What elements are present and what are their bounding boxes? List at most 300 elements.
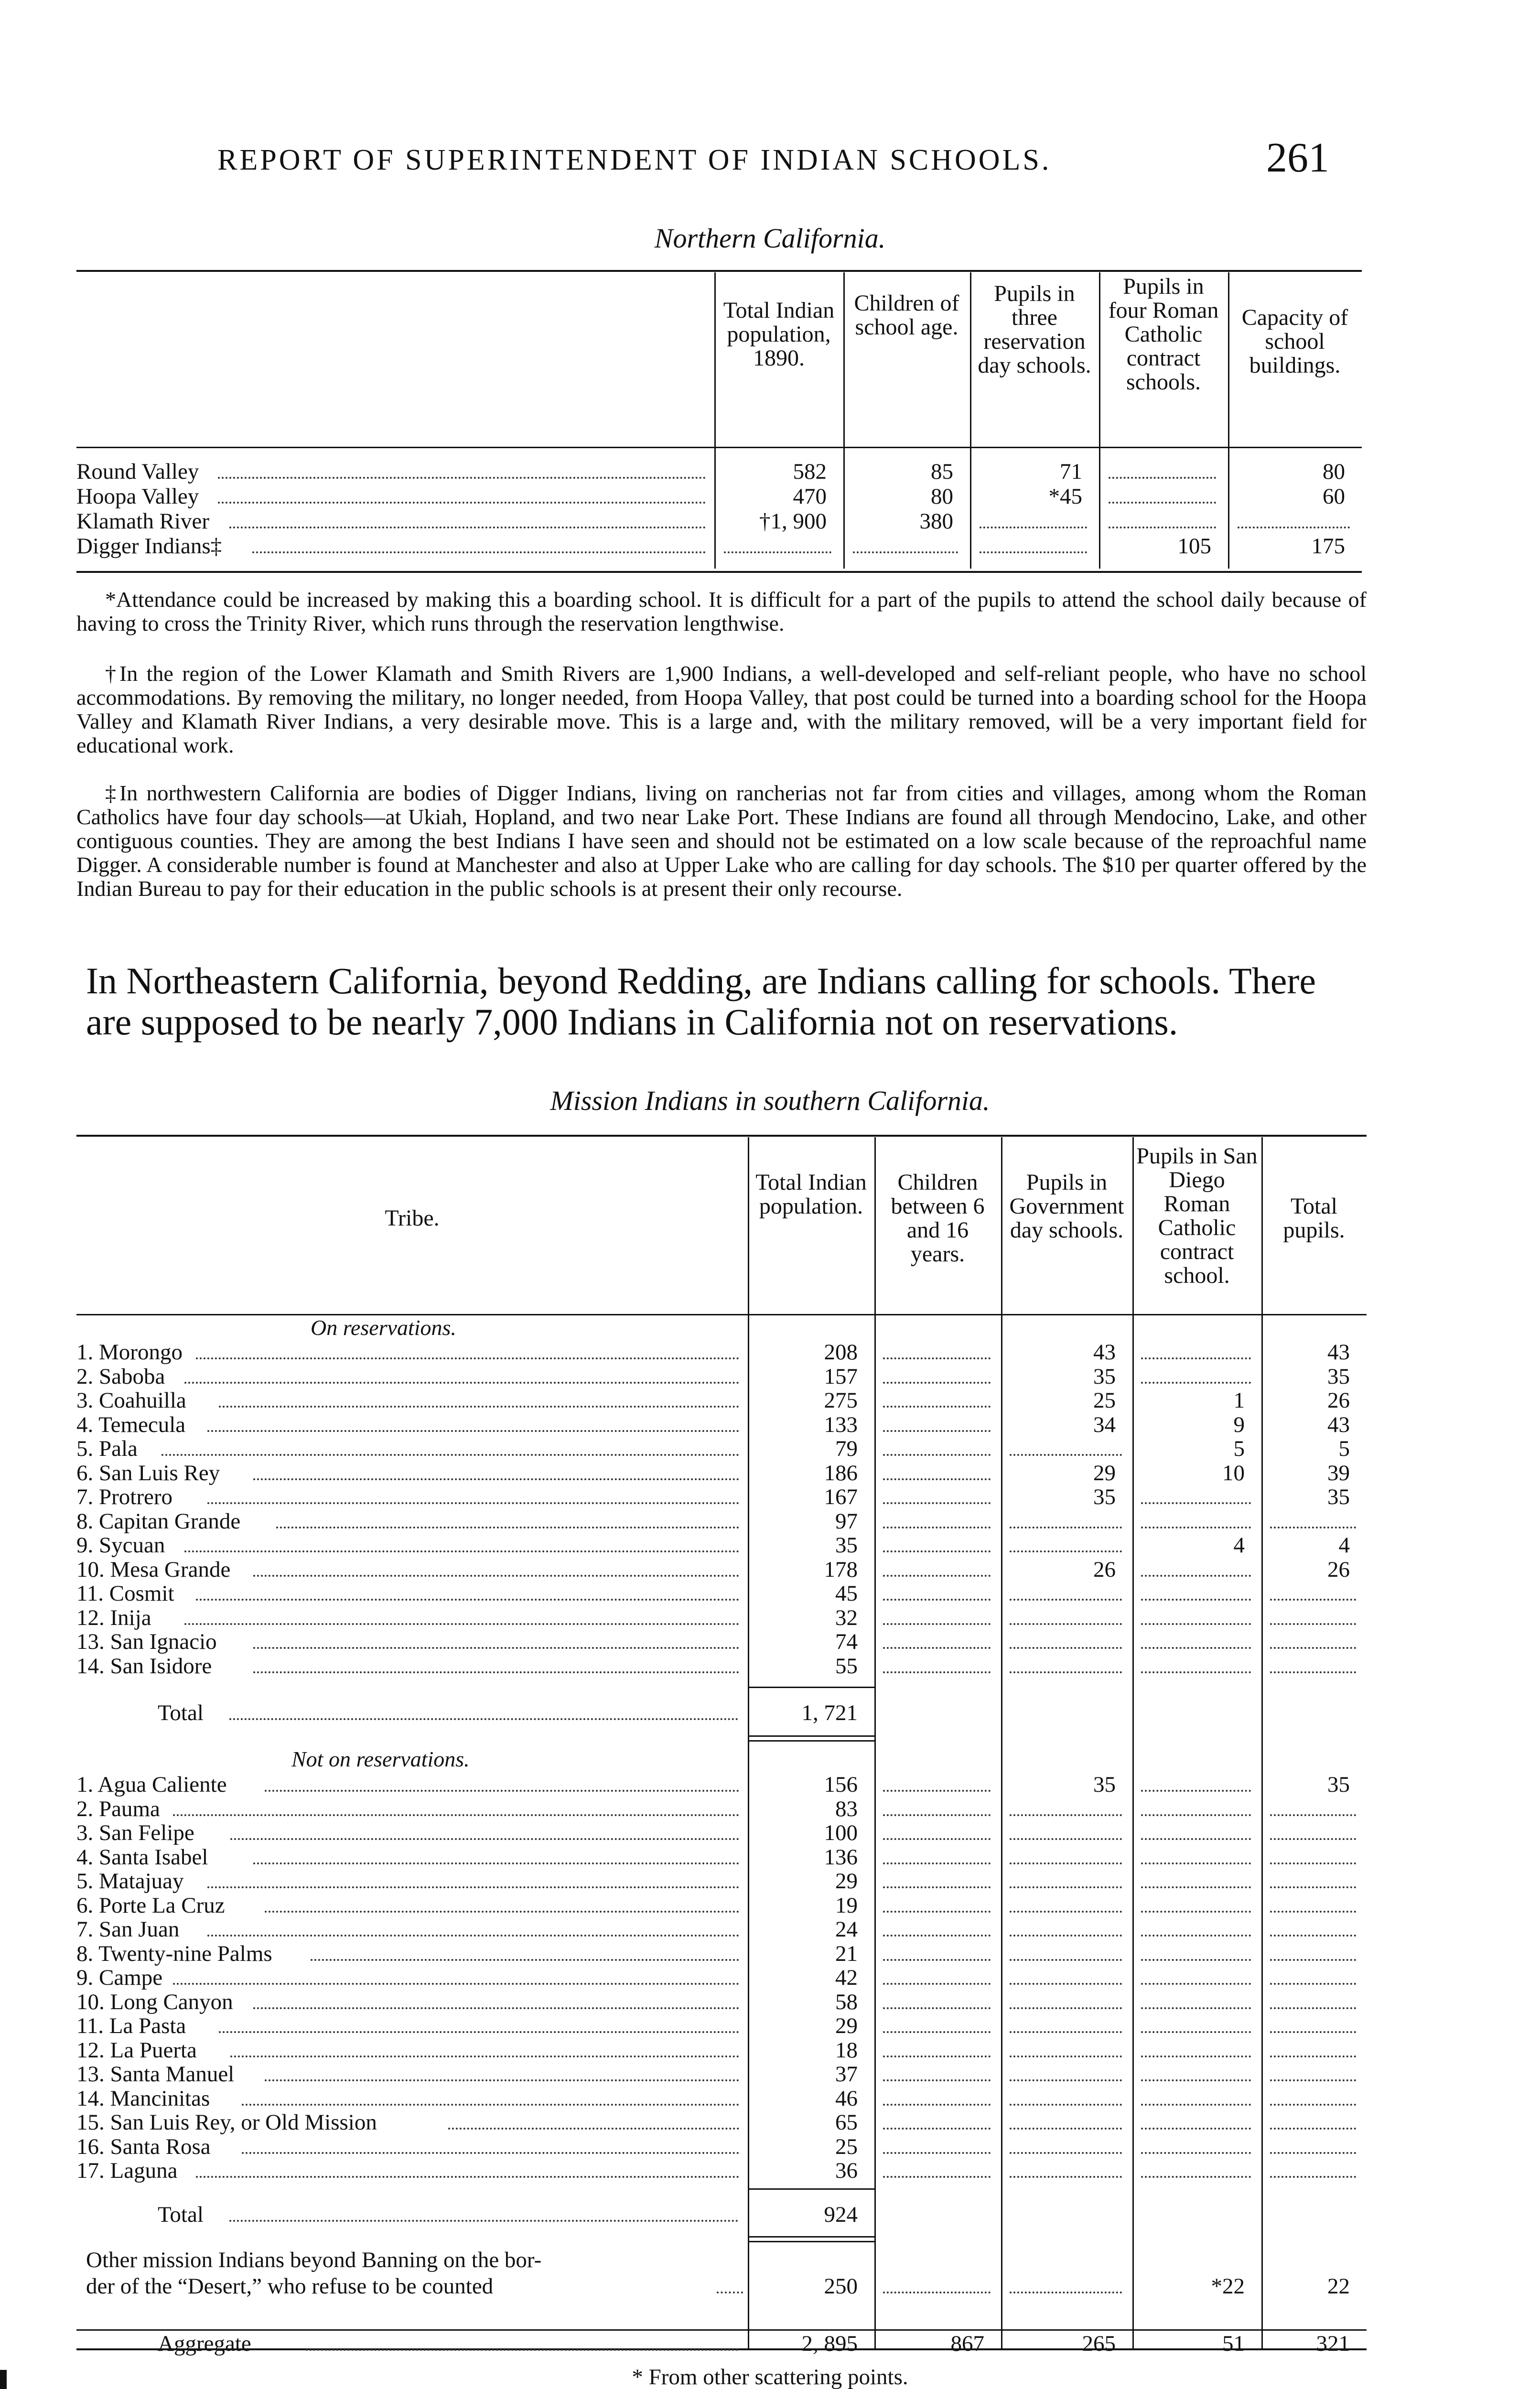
cell-empty-dots bbox=[1141, 1382, 1251, 1384]
cell-value: 167 bbox=[824, 1485, 858, 1509]
leader-dots bbox=[173, 1983, 739, 1985]
cell-empty-dots bbox=[1141, 1983, 1251, 1985]
row-label: 2. Pauma bbox=[76, 1796, 160, 1821]
cell-value: 60 bbox=[1323, 484, 1345, 509]
cell-empty-dots bbox=[883, 1671, 991, 1673]
table-row bbox=[76, 1654, 1367, 1678]
leader-dots bbox=[207, 1430, 739, 1432]
cell-value: 26 bbox=[1327, 1557, 1350, 1582]
table1-bottom-rule bbox=[76, 571, 1362, 573]
table-row bbox=[76, 1533, 1367, 1557]
leader-dots bbox=[229, 2220, 738, 2222]
leader-dots bbox=[207, 1935, 739, 1937]
subtotal-rule bbox=[748, 1687, 874, 1688]
cell-value: 42 bbox=[835, 1965, 858, 1990]
cell-value: 46 bbox=[835, 2086, 858, 2111]
table-row bbox=[76, 1509, 1367, 1533]
cell-value: 34 bbox=[1093, 1412, 1116, 1437]
row-label: 9. Sycuan bbox=[76, 1533, 165, 1558]
cell-empty-dots bbox=[1010, 2292, 1122, 2293]
leader-dots bbox=[253, 1671, 739, 1673]
table2-col-header: Children between 6 and 16 years. bbox=[891, 1170, 985, 1267]
cell-empty-dots bbox=[883, 1862, 991, 1864]
table-row bbox=[76, 1917, 1367, 1941]
cell-empty-dots bbox=[883, 1911, 991, 1913]
cell-empty-dots bbox=[883, 1983, 991, 1985]
table2-aggregate-rule bbox=[76, 2329, 1367, 2331]
leader-dots bbox=[184, 1623, 739, 1625]
cell-empty-dots bbox=[1270, 1647, 1356, 1649]
cell-empty-dots bbox=[883, 1575, 991, 1577]
cell-empty-dots bbox=[883, 1838, 991, 1840]
table-row bbox=[76, 2135, 1367, 2159]
table2-col-header: Pupils in San Diego Roman Catholic contract school. bbox=[1136, 1143, 1258, 1288]
cell-value: 21 bbox=[835, 1941, 858, 1966]
table-row bbox=[76, 1894, 1367, 1917]
table-row bbox=[76, 2087, 1367, 2110]
cell-value: 25 bbox=[1093, 1388, 1116, 1413]
cell-empty-dots bbox=[1238, 527, 1350, 528]
cell-empty-dots bbox=[1141, 2079, 1251, 2081]
leader-dots bbox=[253, 1575, 739, 1577]
page-header bbox=[0, 134, 1540, 191]
cell-value: 275 bbox=[824, 1388, 858, 1413]
cell-empty-dots bbox=[883, 1454, 991, 1456]
cell-empty-dots bbox=[1141, 1886, 1251, 1888]
cell-empty-dots bbox=[883, 1647, 991, 1649]
leader-dots bbox=[276, 1527, 739, 1528]
cell-empty-dots bbox=[1109, 477, 1216, 479]
cell-empty-dots bbox=[1141, 1599, 1251, 1601]
cell-empty-dots bbox=[883, 1502, 991, 1504]
cell-empty-dots bbox=[1141, 1935, 1251, 1937]
table2-col-header: Total Indian population. bbox=[755, 1170, 867, 1219]
cell-value: 186 bbox=[824, 1460, 858, 1485]
row-label: 12. Inija bbox=[76, 1605, 151, 1630]
table-row bbox=[76, 1485, 1367, 1509]
cell-value: 178 bbox=[824, 1557, 858, 1582]
cell-value: 71 bbox=[1060, 459, 1082, 484]
table1-caption: Northern California. bbox=[654, 223, 886, 254]
leader-dots bbox=[219, 1406, 739, 1408]
footnote-paragraph: *Attendance could be increased by making this a boarding school. It is difficult for a part of the pupils to attend the school daily because of having to cross the Trinity River, which runs through the reservation lengthwise. bbox=[76, 587, 1367, 635]
total-row bbox=[76, 1701, 1367, 1725]
cell-empty-dots bbox=[1010, 1623, 1122, 1625]
cell-value: 208 bbox=[824, 1340, 858, 1365]
cell-value: 26 bbox=[1327, 1388, 1350, 1413]
cell-empty-dots bbox=[883, 2079, 991, 2081]
table-row bbox=[76, 1582, 1367, 1605]
row-label: 2. Saboba bbox=[76, 1364, 165, 1389]
row-label: 13. San Ignacio bbox=[76, 1629, 217, 1654]
cell-empty-dots bbox=[1141, 2128, 1251, 2130]
page-number: 261 bbox=[1266, 135, 1329, 181]
other-row-line1: Other mission Indians beyond Banning on the bor- bbox=[86, 2248, 542, 2272]
cell-empty-dots bbox=[883, 2292, 991, 2293]
table-row bbox=[76, 1630, 1367, 1654]
cell-empty-dots bbox=[883, 1406, 991, 1408]
cell-value: 35 bbox=[835, 1533, 858, 1558]
cell-value: 26 bbox=[1093, 1557, 1116, 1582]
footnote-paragraph: †In the region of the Lower Klamath and Smith Rivers are 1,900 Indians, a well-developed and self-reliant people, who have no school accommodations. By removing the military, no longer needed, from Hoopa Valley, that post could be turned into a boarding school for the Hoopa Valley and Klamath River Indians, a very desirable move. This is a large and, with the military removed, will be a very important field for educational work. bbox=[76, 661, 1367, 757]
cell-value: 55 bbox=[835, 1653, 858, 1679]
cell-empty-dots bbox=[1141, 1838, 1251, 1840]
leader-dots bbox=[265, 1790, 739, 1792]
cell-empty-dots bbox=[1010, 2007, 1122, 2009]
leader-dots bbox=[184, 1382, 739, 1384]
table2-col-header: Total pupils. bbox=[1283, 1194, 1345, 1243]
cell-value: 250 bbox=[824, 2274, 858, 2299]
cell-value: 136 bbox=[824, 1844, 858, 1870]
subtotal-rule bbox=[748, 1740, 874, 1742]
cell-empty-dots bbox=[883, 2007, 991, 2009]
cell-value: 105 bbox=[1177, 534, 1211, 559]
cell-value: 265 bbox=[1082, 2331, 1116, 2356]
row-label: Total bbox=[158, 1700, 204, 1725]
cell-value: 58 bbox=[835, 1989, 858, 2014]
cell-value: 10 bbox=[1222, 1460, 1245, 1485]
cell-empty-dots bbox=[1010, 1647, 1122, 1649]
cell-value: 24 bbox=[835, 1917, 858, 1942]
table-row bbox=[76, 1966, 1367, 1990]
cell-value: 4 bbox=[1233, 1533, 1245, 1558]
leader-dots bbox=[242, 2104, 739, 2106]
cell-empty-dots bbox=[980, 527, 1087, 528]
table-row bbox=[76, 1990, 1367, 2014]
row-label: 10. Mesa Grande bbox=[76, 1557, 231, 1582]
cell-empty-dots bbox=[883, 1886, 991, 1888]
cell-empty-dots bbox=[883, 1550, 991, 1552]
cell-empty-dots bbox=[1270, 2128, 1356, 2130]
cell-value: 36 bbox=[835, 2158, 858, 2183]
leader-dots bbox=[196, 1599, 739, 1601]
table-row bbox=[76, 1365, 1367, 1388]
cell-value: 2, 895 bbox=[801, 2331, 858, 2356]
row-label: 13. Santa Manuel bbox=[76, 2062, 235, 2087]
table-row bbox=[76, 484, 1362, 508]
cell-value: *22 bbox=[1211, 2274, 1245, 2299]
table-row bbox=[76, 1340, 1367, 1364]
cell-value: 35 bbox=[1327, 1485, 1350, 1509]
cell-empty-dots bbox=[1141, 1623, 1251, 1625]
cell-empty-dots bbox=[883, 1478, 991, 1480]
cell-value: 18 bbox=[835, 2037, 858, 2063]
leader-dots bbox=[253, 1647, 739, 1649]
table1-top-rule bbox=[76, 270, 1362, 272]
row-label: 1. Agua Caliente bbox=[76, 1772, 227, 1797]
cell-empty-dots bbox=[1141, 2152, 1251, 2154]
table-row bbox=[76, 1558, 1367, 1582]
cell-empty-dots bbox=[1010, 1550, 1122, 1552]
left-edge-bar bbox=[0, 2370, 7, 2389]
cell-value: †1, 900 bbox=[759, 509, 827, 534]
row-label: 17. Laguna bbox=[76, 2158, 178, 2183]
table2-top-rule bbox=[76, 1135, 1367, 1137]
row-label: Hoopa Valley bbox=[76, 484, 199, 509]
row-label: 4. Temecula bbox=[76, 1412, 186, 1437]
cell-value: 321 bbox=[1316, 2331, 1350, 2356]
cell-empty-dots bbox=[1010, 1886, 1122, 1888]
row-label: 5. Pala bbox=[76, 1436, 138, 1461]
cell-value: 35 bbox=[1093, 1485, 1116, 1509]
cell-empty-dots bbox=[1270, 1959, 1356, 1961]
cell-empty-dots bbox=[1141, 1527, 1251, 1528]
row-label: 15. San Luis Rey, or Old Mission bbox=[76, 2110, 377, 2135]
not-on-reservations-label: Not on reservations. bbox=[291, 1747, 470, 1771]
leader-dots bbox=[218, 502, 706, 504]
cell-value: 74 bbox=[835, 1629, 858, 1654]
cell-value: 79 bbox=[835, 1436, 858, 1461]
cell-value: 35 bbox=[1093, 1364, 1116, 1389]
cell-value: 582 bbox=[793, 459, 827, 484]
cell-value: 924 bbox=[824, 2202, 858, 2227]
cell-empty-dots bbox=[883, 1430, 991, 1432]
cell-empty-dots bbox=[883, 2128, 991, 2130]
cell-empty-dots bbox=[1270, 1527, 1356, 1528]
cell-value: 43 bbox=[1327, 1340, 1350, 1365]
tribe-header: Tribe. bbox=[385, 1205, 440, 1231]
cell-empty-dots bbox=[1010, 1862, 1122, 1864]
cell-value: 51 bbox=[1222, 2331, 1245, 2356]
table-row bbox=[76, 2110, 1367, 2134]
cell-empty-dots bbox=[1270, 1911, 1356, 1913]
cell-empty-dots bbox=[1141, 1862, 1251, 1864]
cell-value: 43 bbox=[1327, 1412, 1350, 1437]
leader-dots bbox=[207, 1502, 739, 1504]
cell-value: 29 bbox=[1093, 1460, 1116, 1485]
cell-value: 85 bbox=[931, 459, 953, 484]
cell-empty-dots bbox=[883, 1599, 991, 1601]
cell-empty-dots bbox=[883, 1814, 991, 1816]
leader-dots bbox=[448, 2128, 739, 2130]
cell-empty-dots bbox=[883, 1790, 991, 1792]
leader-dots bbox=[218, 477, 706, 479]
subtotal-rule bbox=[748, 2241, 874, 2242]
row-label: 14. Mancinitas bbox=[76, 2086, 210, 2111]
cell-empty-dots bbox=[1010, 2055, 1122, 2057]
cell-empty-dots bbox=[1010, 2176, 1122, 2178]
cell-empty-dots bbox=[1270, 2152, 1356, 2154]
row-label: 6. Porte La Cruz bbox=[76, 1893, 225, 1918]
leader-dots bbox=[162, 1454, 739, 1456]
leader-dots bbox=[311, 1959, 739, 1961]
cell-empty-dots bbox=[1141, 2104, 1251, 2106]
cell-empty-dots bbox=[1270, 1862, 1356, 1864]
leader-dots bbox=[253, 1862, 739, 1864]
cell-empty-dots bbox=[883, 1959, 991, 1961]
table-row bbox=[76, 1388, 1367, 1412]
cell-empty-dots bbox=[1010, 1671, 1122, 1673]
leader-dots bbox=[196, 2176, 739, 2178]
row-label: Aggregate bbox=[158, 2331, 251, 2356]
row-label: 7. Protrero bbox=[76, 1485, 173, 1509]
leader-dots bbox=[229, 1718, 738, 1720]
cell-empty-dots bbox=[1270, 2055, 1356, 2057]
table2-header-rule bbox=[76, 1314, 1367, 1315]
body-paragraph: In Northeastern California, beyond Redding, are Indians calling for schools. There are supposed to be nearly 7,000 Indians in California not on reservations. bbox=[86, 960, 1316, 1043]
cell-empty-dots bbox=[883, 1935, 991, 1937]
table1-col-header: Children of school age. bbox=[854, 291, 959, 340]
row-label: 10. Long Canyon bbox=[76, 1989, 233, 2014]
cell-empty-dots bbox=[1270, 2007, 1356, 2009]
table-row bbox=[76, 2159, 1367, 2183]
cell-empty-dots bbox=[1010, 2104, 1122, 2106]
cell-value: 43 bbox=[1093, 1340, 1116, 1365]
cell-empty-dots bbox=[1141, 1575, 1251, 1577]
cell-empty-dots bbox=[1010, 1838, 1122, 1840]
cell-empty-dots bbox=[724, 551, 831, 553]
row-label: Digger Indians‡ bbox=[76, 534, 222, 559]
table1-col-header: Pupils in four Roman Catholic contract schools. bbox=[1108, 274, 1219, 395]
row-label: 5. Matajuay bbox=[76, 1869, 184, 1894]
cell-empty-dots bbox=[1141, 1790, 1251, 1792]
cell-value: 470 bbox=[793, 484, 827, 509]
table-row bbox=[76, 1845, 1367, 1869]
cell-value: 156 bbox=[824, 1772, 858, 1797]
leader-dots bbox=[207, 1886, 739, 1888]
cell-empty-dots bbox=[1141, 1911, 1251, 1913]
cell-value: 19 bbox=[835, 1893, 858, 1918]
cell-empty-dots bbox=[883, 2152, 991, 2154]
cell-empty-dots bbox=[1270, 1935, 1356, 1937]
leader-dots bbox=[173, 1814, 739, 1816]
cell-empty-dots bbox=[1270, 1886, 1356, 1888]
cell-value: 25 bbox=[835, 2134, 858, 2159]
subtotal-rule bbox=[748, 1735, 874, 1737]
row-label: der of the “Desert,” who refuse to be counted bbox=[86, 2274, 494, 2299]
cell-empty-dots bbox=[1141, 1647, 1251, 1649]
cell-empty-dots bbox=[883, 1357, 991, 1359]
cell-empty-dots bbox=[1010, 2152, 1122, 2154]
cell-value: *45 bbox=[1048, 484, 1082, 509]
cell-value: 4 bbox=[1338, 1533, 1350, 1558]
cell-value: 867 bbox=[950, 2331, 984, 2356]
table-row bbox=[76, 1942, 1367, 1966]
cell-value: 37 bbox=[835, 2062, 858, 2087]
cell-empty-dots bbox=[1010, 1911, 1122, 1913]
cell-value: 80 bbox=[1323, 459, 1345, 484]
table-row bbox=[76, 1461, 1367, 1485]
cell-empty-dots bbox=[1270, 2079, 1356, 2081]
cell-empty-dots bbox=[1010, 2128, 1122, 2130]
cell-empty-dots bbox=[1270, 1599, 1356, 1601]
cell-empty-dots bbox=[1270, 2031, 1356, 2033]
row-label: 4. Santa Isabel bbox=[76, 1844, 208, 1870]
cell-value: 83 bbox=[835, 1796, 858, 1821]
cell-value: 9 bbox=[1233, 1412, 1245, 1437]
cell-empty-dots bbox=[1270, 2176, 1356, 2178]
total-row bbox=[76, 2203, 1367, 2227]
leader-dots bbox=[252, 551, 706, 553]
row-label: 14. San Isidore bbox=[76, 1653, 212, 1679]
aggregate-row bbox=[76, 2332, 1367, 2356]
table2-col-header: Pupils in Government day schools. bbox=[1009, 1170, 1124, 1243]
cell-value: 29 bbox=[835, 2013, 858, 2038]
row-label: 11. Cosmit bbox=[76, 1581, 174, 1606]
table-row bbox=[76, 1606, 1367, 1630]
cell-empty-dots bbox=[883, 2176, 991, 2178]
cell-empty-dots bbox=[1141, 2031, 1251, 2033]
cell-value: 29 bbox=[835, 1869, 858, 1894]
table1-col-header: Total Indian population, 1890. bbox=[723, 298, 835, 371]
table-row bbox=[76, 460, 1362, 484]
leader-dots bbox=[253, 2007, 739, 2009]
cell-empty-dots bbox=[1010, 1599, 1122, 1601]
cell-empty-dots bbox=[1270, 1814, 1356, 1816]
table-row bbox=[76, 1821, 1367, 1845]
subtotal-rule bbox=[748, 2236, 874, 2238]
table1-col-header: Pupils in three reservation day schools. bbox=[978, 281, 1091, 378]
row-label: 3. San Felipe bbox=[76, 1820, 194, 1845]
cell-empty-dots bbox=[980, 551, 1087, 553]
cell-empty-dots bbox=[1141, 1357, 1251, 1359]
row-label: 16. Santa Rosa bbox=[76, 2134, 211, 2159]
row-label: Total bbox=[158, 2202, 204, 2227]
cell-empty-dots bbox=[1010, 1814, 1122, 1816]
cell-value: 22 bbox=[1327, 2274, 1350, 2299]
table-row bbox=[76, 1413, 1367, 1437]
cell-empty-dots bbox=[883, 2031, 991, 2033]
cell-empty-dots bbox=[853, 551, 958, 553]
table-row bbox=[76, 509, 1362, 533]
table2-caption: Mission Indians in southern California. bbox=[550, 1085, 990, 1116]
table-row bbox=[76, 1437, 1367, 1461]
cell-value: 97 bbox=[835, 1508, 858, 1534]
cell-value: 65 bbox=[835, 2110, 858, 2135]
cell-value: 35 bbox=[1327, 1772, 1350, 1797]
cell-empty-dots bbox=[1270, 1838, 1356, 1840]
cell-value: 100 bbox=[824, 1820, 858, 1845]
cell-empty-dots bbox=[1270, 1983, 1356, 1985]
row-label: Round Valley bbox=[76, 459, 199, 484]
cell-empty-dots bbox=[883, 1527, 991, 1528]
cell-empty-dots bbox=[1270, 2104, 1356, 2106]
cell-value: 32 bbox=[835, 1605, 858, 1630]
leader-dots bbox=[242, 2152, 739, 2154]
table1-col-header: Capacity of school buildings. bbox=[1241, 305, 1348, 378]
row-label: 12. La Puerta bbox=[76, 2037, 197, 2063]
cell-value: 35 bbox=[1093, 1772, 1116, 1797]
leader-dots bbox=[306, 2349, 738, 2351]
cell-empty-dots bbox=[1010, 1983, 1122, 1985]
cell-empty-dots bbox=[883, 2055, 991, 2057]
cell-empty-dots bbox=[1141, 1814, 1251, 1816]
cell-empty-dots bbox=[1141, 2055, 1251, 2057]
table-row bbox=[76, 2014, 1367, 2038]
leader-dots bbox=[184, 1550, 739, 1552]
leader-dots bbox=[253, 1478, 739, 1480]
table1-header-rule bbox=[76, 447, 1362, 448]
cell-empty-dots bbox=[1109, 527, 1216, 528]
cell-value: 80 bbox=[931, 484, 953, 509]
table-row bbox=[76, 2062, 1367, 2086]
cell-empty-dots bbox=[1141, 1959, 1251, 1961]
cell-value: 5 bbox=[1233, 1436, 1245, 1461]
leader-dots bbox=[265, 2079, 739, 2081]
cell-empty-dots bbox=[883, 1382, 991, 1384]
cell-empty-dots bbox=[1010, 1959, 1122, 1961]
leader-dots bbox=[229, 527, 706, 528]
cell-empty-dots bbox=[1141, 2007, 1251, 2009]
row-label: 7. San Juan bbox=[76, 1917, 180, 1942]
cell-value: 1 bbox=[1233, 1388, 1245, 1413]
cell-value: 133 bbox=[824, 1412, 858, 1437]
cell-empty-dots bbox=[1010, 2031, 1122, 2033]
footnote-paragraph: ‡In northwestern California are bodies of Digger Indians, living on rancherias not far from cities and villages, among whom the Roman Catholics have four day schools—at Ukiah, Hopland, and two near Lake Port. These Indians are found all through Mendocino, Lake, and other contiguous counties. They are among the best Indians I have seen and should not be estimated on a low scale because of the reproachful name Digger. A considerable number is found at Manchester and also at Upper Lake who are calling for day schools. The $10 per quarter offered by the Indian Bureau to pay for their education in the public schools is at present their only recourse. bbox=[76, 781, 1367, 901]
row-label: 6. San Luis Rey bbox=[76, 1460, 220, 1485]
other-row bbox=[76, 2274, 1367, 2298]
table-row bbox=[76, 2038, 1367, 2062]
